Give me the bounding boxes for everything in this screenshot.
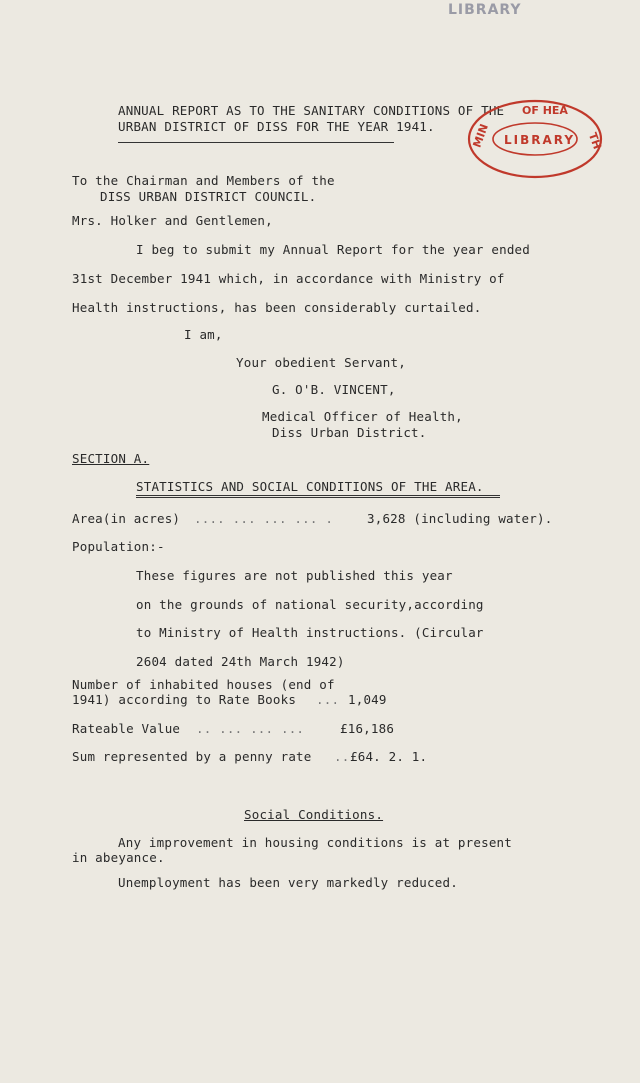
stamp-center-text: LIBRARY — [504, 133, 576, 147]
houses-label: 1941) according to Rate Books — [72, 692, 297, 707]
signatory-title2: Diss Urban District. — [272, 425, 427, 440]
rateable-leader-dots: .. ... ... ... — [196, 721, 305, 736]
population-note-line3: to Ministry of Health instructions. (Circular — [136, 625, 484, 640]
section-a-subheading: STATISTICS AND SOCIAL CONDITIONS OF THE AREA. — [136, 479, 484, 494]
signatory-title1: Medical Officer of Health, — [262, 409, 463, 424]
stamp-left-text: MIN — [470, 122, 491, 150]
houses-leader-dots: ... — [316, 692, 340, 707]
population-note-line1: These figures are not published this year — [136, 568, 453, 583]
stamp-arc-text: OF HEA — [522, 104, 568, 117]
rateable-label: Rateable Value — [72, 721, 181, 736]
library-top-stamp: LIBRARY — [448, 2, 522, 18]
social-para1-line2: in abeyance. — [72, 850, 165, 865]
area-label: Area(in acres) — [72, 511, 181, 526]
body-line3: Health instructions, has been considerably curtailed. — [72, 300, 482, 315]
penny-leader-dots: .. — [334, 749, 350, 764]
library-stamp-icon — [466, 98, 604, 180]
title-underline — [118, 142, 394, 143]
social-conditions-heading: Social Conditions. — [244, 807, 384, 822]
closing-servant: Your obedient Servant, — [236, 355, 406, 370]
body-line2: 31st December 1941 which, in accordance with Ministry of — [72, 271, 505, 286]
stamp-right-text: TH — [585, 130, 604, 151]
rateable-value: £16,186 — [340, 721, 395, 736]
social-para1-line1: Any improvement in housing conditions is at present — [118, 835, 513, 850]
houses-value: 1,049 — [348, 692, 387, 707]
subheading-double-underline — [136, 495, 500, 498]
population-note-line2: on the grounds of national security,according — [136, 597, 484, 612]
report-title-line1: ANNUAL REPORT AS TO THE SANITARY CONDITIONS OF THE — [118, 103, 505, 118]
section-a-heading: SECTION A. — [72, 451, 150, 466]
population-note-line4: 2604 dated 24th March 1942) — [136, 654, 345, 669]
addressee-line2: DISS URBAN DISTRICT COUNCIL. — [100, 189, 317, 204]
addressee-line1: To the Chairman and Members of the — [72, 173, 335, 188]
report-title-line2: URBAN DISTRICT OF DISS FOR THE YEAR 1941. — [118, 119, 435, 134]
penny-rate-value: £64. 2. 1. — [350, 749, 428, 764]
signatory-name: G. O'B. VINCENT, — [272, 382, 396, 397]
closing-i-am: I am, — [184, 327, 223, 342]
area-value: 3,628 (including water). — [367, 511, 553, 526]
houses-line1: Number of inhabited houses (end of — [72, 677, 335, 692]
greeting: Mrs. Holker and Gentlemen, — [72, 213, 273, 228]
penny-rate-label: Sum represented by a penny rate — [72, 749, 312, 764]
body-line1: I beg to submit my Annual Report for the year ended — [136, 242, 531, 257]
social-para2: Unemployment has been very markedly reduced. — [118, 875, 458, 890]
area-leader-dots: .... ... ... ... . — [194, 511, 334, 526]
population-label: Population:- — [72, 539, 165, 554]
